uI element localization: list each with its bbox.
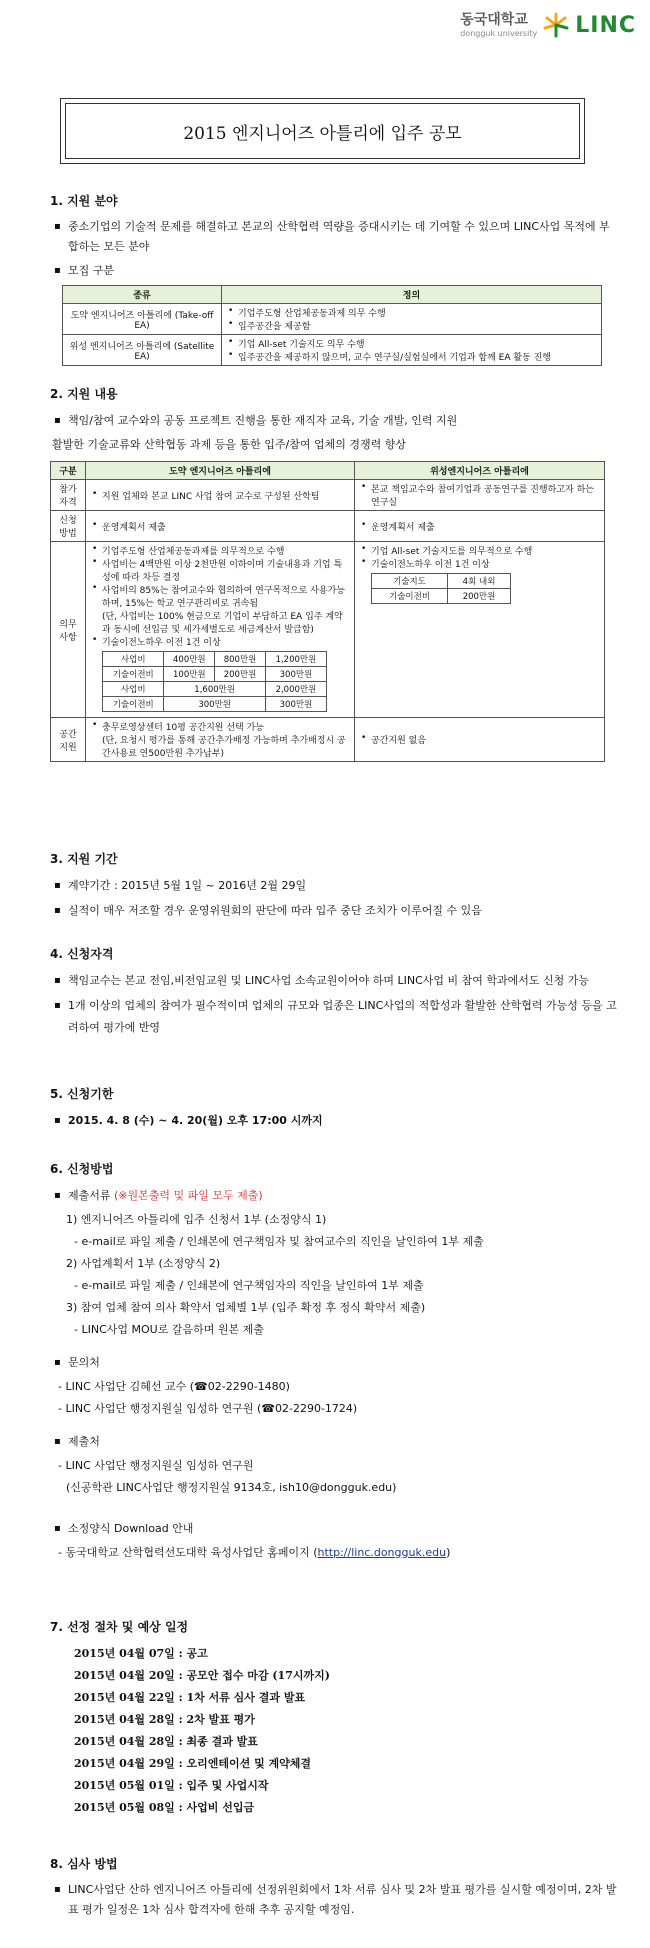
schedule-item: 2015년 05월 01일 : 입주 및 사업시작 <box>74 1779 269 1792</box>
s2-line-2: 활발한 기술교류와 산학협동 과제 등을 통한 입주/참여 업체의 경쟁력 향상 <box>52 438 406 451</box>
section-6-heading: 6. 신청방법 <box>50 1162 114 1176</box>
s5-bullet-1: ▪ 2015. 4. 8 (수) ~ 4. 20(월) 오후 17:00 시까지 <box>50 1110 620 1132</box>
homepage-link[interactable]: http://linc.dongguk.edu <box>317 1546 447 1559</box>
satellite-fee-table <box>371 573 511 604</box>
s2-bullet-1: ▪ 책임/참여 교수와의 공동 프로젝트 진행을 통한 재직자 교육, 기술 개발, 인력 지원 <box>50 410 620 432</box>
download-text: - 동국대학교 산학협력선도대학 육성사업단 홈페이지 ( <box>58 1546 318 1559</box>
fee-cell: 300만원 <box>265 697 326 712</box>
recruit-r2-def2: • 입주공간을 제공하지 않으며, 교수 연구실/실험실에서 기업과 함께 EA 활동 진행 <box>226 350 597 363</box>
university-name-ko: 동국대학교 <box>460 11 528 28</box>
contact-2: - LINC 사업단 행정지원실 임성하 연구원 (☎02-2290-1724) <box>58 1402 358 1415</box>
support-row3-label: 의무사항 <box>51 542 86 718</box>
section-7-heading: 7. 선정 절차 및 예상 일정 <box>50 1620 189 1634</box>
submit-docs-note: (※원본출력 및 파일 모두 제출) <box>114 1189 263 1202</box>
recruit-table <box>62 285 602 366</box>
support-row4-b: • 공간지원 없음 <box>359 733 600 746</box>
fee-cell: 100만원 <box>164 667 215 682</box>
section-1 <box>50 192 620 366</box>
section-7 <box>50 1618 620 1819</box>
section-2 <box>50 385 620 762</box>
s3-bullet-2: ▪ 실적이 매우 저조할 경우 운영위원회의 판단에 따라 입주 중단 조치가 이루어질 수 있음 <box>50 900 620 922</box>
s8-bullet-1: ▪ LINC사업단 산하 엔지니어즈 아틀리에 선정위원회에서 1차 서류 심사 및 2차 발표 평가를 실시할 예정이며, 2차 발표 평가 일정은 1차 심사 합격자에 한해 추후 공지할 예정임. <box>50 1880 620 1920</box>
s6-line-1: 1) 엔지니어즈 아틀리에 입주 신청서 1부 (소정양식 1) <box>66 1213 327 1226</box>
support-row4-a2: (단, 요청시 평가를 통해 공간추가배정 가능하며 추가배정시 공간사용료 연500만원 추가납부) <box>102 736 346 759</box>
schedule-list <box>50 1643 620 1819</box>
linc-wordmark: LINC <box>575 12 636 38</box>
section-3-heading: 3. 지원 기간 <box>50 852 118 866</box>
submit-to-1: - LINC 사업단 행정지원실 임성하 연구원 <box>58 1459 254 1472</box>
university-name-en: dongguk university <box>460 28 538 38</box>
support-row2-b: • 운영계획서 제출 <box>359 520 600 533</box>
fee-cell: 기술이전비 <box>103 667 164 682</box>
fee-cell: 300만원 <box>164 697 265 712</box>
fee-cell: 사업비 <box>103 682 164 697</box>
fee-cell: 기술이전비 <box>372 589 448 604</box>
fee-cell: 800만원 <box>215 652 266 667</box>
support-row3-a5: • 기술이전노하우 이전 1건 이상 <box>90 635 350 648</box>
fee-cell: 기술이전비 <box>103 697 164 712</box>
recruit-r2-def1: • 기업 All-set 기술지도 의무 수행 <box>226 337 597 350</box>
support-h2: 위성엔지니어즈 아틀리에 <box>355 462 605 480</box>
takeoff-fee-table <box>102 651 327 712</box>
s3-bullet-1: ▪ 계약기간 : 2015년 5월 1일 ~ 2016년 2월 29일 <box>50 875 620 897</box>
fee-cell: 1,600만원 <box>164 682 265 697</box>
s6-bullet-3: ▪ 제출처 <box>50 1431 620 1453</box>
recruit-r2-type: 위성 엔지니어즈 아틀리에 (Satellite EA) <box>63 335 222 366</box>
support-h1: 도약 엔지니어즈 아틀리에 <box>86 462 355 480</box>
s1-bullet-2: ▪ 모집 구분 <box>50 260 620 282</box>
fee-cell: 200만원 <box>448 589 511 604</box>
logo <box>460 12 636 38</box>
support-row1-b: • 본교 책임교수와 참여기업과 공동연구를 진행하고자 하는 연구실 <box>359 482 600 508</box>
support-row1-a: • 지원 업체와 본교 LINC 사업 참여 교수로 구성된 산학팀 <box>90 489 350 502</box>
support-table <box>50 461 605 762</box>
fee-cell: 2,000만원 <box>265 682 326 697</box>
support-row2-label: 신청방법 <box>51 511 86 542</box>
fee-cell: 기술지도 <box>372 574 448 589</box>
s6-bullet-2: ▪ 문의처 <box>50 1352 620 1374</box>
support-row4-label: 공간지원 <box>51 718 86 762</box>
section-5 <box>50 1085 620 1135</box>
s6-line-2: - e-mail로 파일 제출 / 인쇄본에 연구책임자 및 참여교수의 직인을 날인하여 1부 제출 <box>74 1235 484 1248</box>
support-row4-a1: • 충무로영상센터 10평 공간지원 선택 가능 <box>90 720 350 733</box>
download-suffix: ) <box>446 1546 451 1559</box>
recruit-col-type: 종류 <box>63 286 222 304</box>
schedule-item: 2015년 05월 08일 : 사업비 선입금 <box>74 1801 255 1814</box>
schedule-item: 2015년 04월 28일 : 최종 결과 발표 <box>74 1735 258 1748</box>
contact-1: - LINC 사업단 김혜선 교수 (☎02-2290-1480) <box>58 1380 290 1393</box>
linc-emblem-icon <box>543 12 569 38</box>
support-row3-a1: • 기업주도형 산업체공동과제를 의무적으로 수행 <box>90 544 350 557</box>
s6-line-6: - LINC사업 MOU로 갈음하며 원본 제출 <box>74 1323 264 1336</box>
recruit-r1-def1: • 기업주도형 산업체공동과제 의무 수행 <box>226 306 597 319</box>
fee-cell: 200만원 <box>215 667 266 682</box>
fee-cell: 400만원 <box>164 652 215 667</box>
recruit-r1-def2: • 입주공간을 제공함 <box>226 319 597 332</box>
section-4-heading: 4. 신청자격 <box>50 947 114 961</box>
section-4 <box>50 945 620 1042</box>
support-row2-a: • 운영계획서 제출 <box>90 520 350 533</box>
s6-line-5: 3) 참여 업체 참여 의사 확약서 업체별 1부 (입주 확정 후 정식 확약서 제출) <box>66 1301 426 1314</box>
s6-bullet-4: ▪ 소정양식 Download 안내 <box>50 1518 620 1540</box>
section-8 <box>50 1855 620 1923</box>
s4-bullet-2: ▪ 1개 이상의 업체의 참여가 필수적이며 업체의 규모와 업종은 LINC사업의 적합성과 활발한 산학협력 가능성 등을 고려하여 평가에 반영 <box>50 995 620 1039</box>
section-5-heading: 5. 신청기한 <box>50 1087 114 1101</box>
section-3 <box>50 850 620 925</box>
schedule-item: 2015년 04월 07일 : 공고 <box>74 1647 208 1660</box>
s1-bullet-1: ▪ 중소기업의 기술적 문제를 해결하고 본교의 산학협력 역량을 증대시키는 데 기여할 수 있으며 LINC사업 목적에 부합하는 모든 분야 <box>50 217 620 257</box>
support-row1-label: 참가자격 <box>51 480 86 511</box>
schedule-item: 2015년 04월 28일 : 2차 발표 평가 <box>74 1713 255 1726</box>
section-6 <box>50 1160 620 1565</box>
support-row3-a4: (단, 사업비는 100% 현금으로 기업이 부담하고 EA 입주 계약과 동시에 선입금 및 세가세별도로 세금계산서 발급함) <box>102 612 343 635</box>
schedule-item: 2015년 04월 20일 : 공모안 접수 마감 (17시까지) <box>74 1669 330 1682</box>
s6-line-4: - e-mail로 파일 제출 / 인쇄본에 연구책임자의 직인을 날인하여 1부 제출 <box>74 1279 424 1292</box>
support-row3-b1: • 기업 All-set 기술지도를 의무적으로 수행 <box>359 544 600 557</box>
title-box <box>60 98 585 164</box>
s4-bullet-1: ▪ 책임교수는 본교 전임,비전임교원 및 LINC사업 소속교원이어야 하며 LINC사업 비 참여 학과에서도 신청 가능 <box>50 970 620 992</box>
s6-bullet-1 <box>50 1185 620 1207</box>
section-2-heading: 2. 지원 내용 <box>50 387 118 401</box>
s6-line-3: 2) 사업계획서 1부 (소정양식 2) <box>66 1257 221 1270</box>
schedule-item: 2015년 04월 29일 : 오리엔테이션 및 계약체결 <box>74 1757 312 1770</box>
section-8-heading: 8. 심사 방법 <box>50 1857 118 1871</box>
support-row3-a2: • 사업비는 4백만원 이상 2천만원 이하이며 기술내용과 기업 특성에 따라 차등 결정 <box>90 557 350 583</box>
fee-cell: 4회 내외 <box>448 574 511 589</box>
support-row3-a3: • 사업비의 85%는 참여교수와 협의하여 연구목적으로 사용가능하며, 15%는 학교 연구관리비로 귀속됨 <box>90 583 350 609</box>
recruit-r1-type: 도약 엔지니어즈 아틀리에 (Take-off EA) <box>63 304 222 335</box>
fee-cell: 1,200만원 <box>265 652 326 667</box>
fee-cell: 300만원 <box>265 667 326 682</box>
submit-to-2: (신공학관 LINC사업단 행정지원실 9134호, ish10@dongguk.edu) <box>66 1481 397 1494</box>
support-row3-b2: • 기술이전노하우 이전 1건 이상 <box>359 557 600 570</box>
page-title: 2015 엔지니어즈 아틀리에 입주 공모 <box>65 103 580 159</box>
schedule-item: 2015년 04월 22일 : 1차 서류 심사 결과 발표 <box>74 1691 306 1704</box>
recruit-col-def: 정의 <box>222 286 602 304</box>
download-line <box>50 1543 620 1563</box>
section-1-heading: 1. 지원 분야 <box>50 194 118 208</box>
submit-docs-label: 제출서류 <box>68 1189 115 1202</box>
fee-cell: 사업비 <box>103 652 164 667</box>
support-h0: 구분 <box>51 462 86 480</box>
